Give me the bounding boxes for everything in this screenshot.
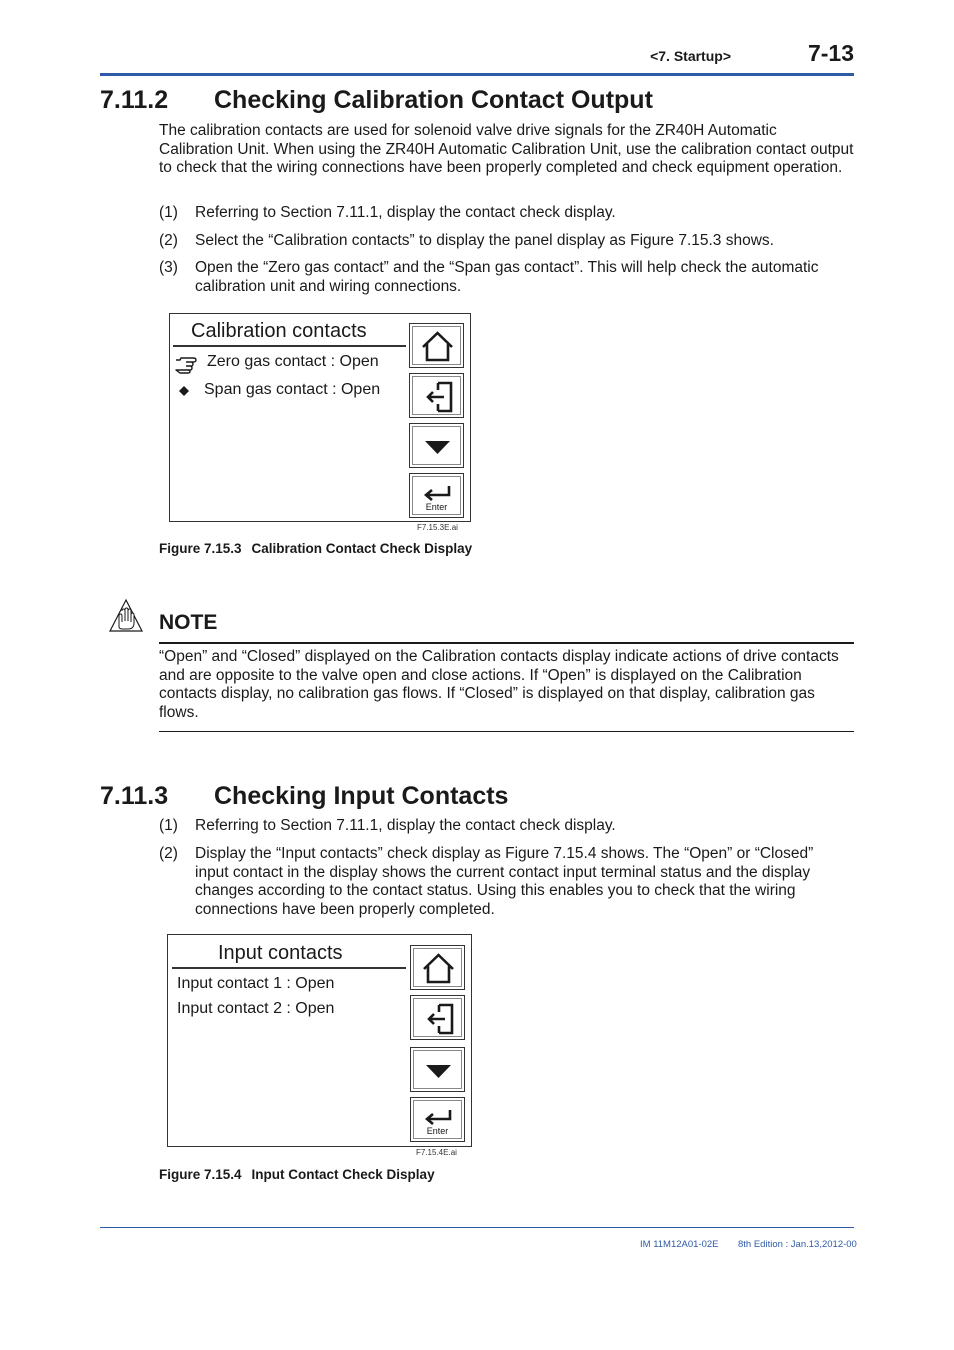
figure-caption — [159, 541, 472, 556]
document-id: IM 11M12A01-02E — [640, 1239, 719, 1250]
span-gas-contact-item[interactable]: Span gas contact : Open — [204, 381, 381, 398]
enter-label: Enter — [426, 1126, 449, 1136]
section-intro-paragraph: The calibration contacts are used for solenoid valve drive signals for the ZR40H Automatic Calibration Unit. When using the ZR40H Automatic Calibration Unit, use the calibration contact output to check that the wiring connections have been properly completed and check equipment operation. — [159, 122, 854, 176]
home-icon — [410, 324, 465, 369]
edition-info: 8th Edition : Jan.13,2012-00 — [738, 1239, 857, 1250]
footer-rule — [100, 1227, 854, 1228]
triangle-down-icon — [411, 1048, 466, 1093]
enter-button[interactable] — [409, 473, 464, 518]
screen-title-rule — [172, 967, 406, 969]
pointing-hand-icon — [174, 352, 202, 374]
exit-door-icon — [411, 996, 466, 1041]
diamond-bullet-icon — [178, 384, 190, 396]
header-rule — [100, 73, 854, 76]
section-number: 7.11.2 — [100, 86, 169, 114]
screen-title: Calibration contacts — [191, 320, 367, 342]
back-button[interactable] — [409, 373, 464, 418]
figure-file-name: F7.15.3E.ai — [417, 523, 458, 532]
figure-number: Figure 7.15.3 — [159, 541, 242, 556]
step-item — [159, 204, 854, 224]
home-button[interactable] — [409, 323, 464, 368]
enter-arrow-icon — [411, 1098, 466, 1143]
step-text: Referring to Section 7.11.1, display the contact check display. — [195, 817, 616, 834]
input-contact-1-item[interactable]: Input contact 1 : Open — [177, 975, 335, 992]
section-number: 7.11.3 — [100, 782, 169, 810]
exit-door-icon — [410, 374, 465, 419]
figure-file-name: F7.15.4E.ai — [416, 1148, 457, 1157]
input-contact-2-item[interactable]: Input contact 2 : Open — [177, 1000, 335, 1017]
scroll-down-button[interactable] — [410, 1047, 465, 1092]
step-number: (2) — [159, 845, 178, 862]
calibration-contacts-screen — [169, 313, 471, 522]
header-section-label: <7. Startup> — [650, 48, 731, 64]
input-contacts-screen — [167, 934, 472, 1147]
enter-button[interactable] — [410, 1097, 465, 1142]
enter-label: Enter — [425, 502, 448, 512]
note-text: “Open” and “Closed” displayed on the Calibration contacts display indicate actions of drive contacts and are opposite to the valve open and close actions. If “Open” is displayed on the Calibration contacts display, no calibration gas flows. If “Closed” is displayed on that display, calibration gas flows. — [159, 648, 839, 721]
figure-caption — [159, 1167, 435, 1182]
scroll-down-button[interactable] — [409, 423, 464, 468]
step-item — [159, 845, 854, 923]
enter-arrow-icon — [410, 474, 465, 519]
step-number: (3) — [159, 259, 178, 276]
home-icon — [411, 946, 466, 991]
section-heading-7-11-2 — [100, 86, 854, 116]
note-title: NOTE — [159, 611, 218, 634]
section-title: Checking Calibration Contact Output — [214, 86, 653, 114]
zero-gas-contact-item[interactable]: Zero gas contact : Open — [207, 353, 379, 370]
back-button[interactable] — [410, 995, 465, 1040]
section-heading-7-11-3 — [100, 782, 854, 812]
step-text: Select the “Calibration contacts” to display the panel display as Figure 7.15.3 shows. — [195, 232, 774, 249]
home-button[interactable] — [410, 945, 465, 990]
step-item — [159, 817, 854, 837]
triangle-down-icon — [410, 424, 465, 469]
step-text: Display the “Input contacts” check display as Figure 7.15.4 shows. The “Open” or “Closed” input contact in the display shows the current contact input terminal status and the display changes according to the contact status. Using this enables you to check that the wiring connections have been properly completed. — [195, 845, 814, 918]
figure-number: Figure 7.15.4 — [159, 1167, 242, 1182]
page-number: 7-13 — [807, 40, 854, 66]
step-item — [159, 232, 854, 252]
step-number: (1) — [159, 817, 178, 834]
note-bottom-rule — [159, 731, 854, 732]
step-number: (1) — [159, 204, 178, 221]
step-text: Referring to Section 7.11.1, display the contact check display. — [195, 204, 616, 221]
screen-title: Input contacts — [218, 942, 343, 964]
step-text: Open the “Zero gas contact” and the “Span gas contact”. This will help check the automatic calibration unit and wiring connections. — [195, 259, 819, 295]
step-number: (2) — [159, 232, 178, 249]
figure-caption-text: Input Contact Check Display — [251, 1167, 435, 1182]
figure-caption-text: Calibration Contact Check Display — [251, 541, 473, 556]
screen-title-rule — [173, 345, 406, 347]
section-title: Checking Input Contacts — [214, 782, 509, 810]
step-item — [159, 259, 854, 299]
caution-hand-icon — [108, 598, 144, 634]
note-top-rule — [159, 642, 854, 644]
